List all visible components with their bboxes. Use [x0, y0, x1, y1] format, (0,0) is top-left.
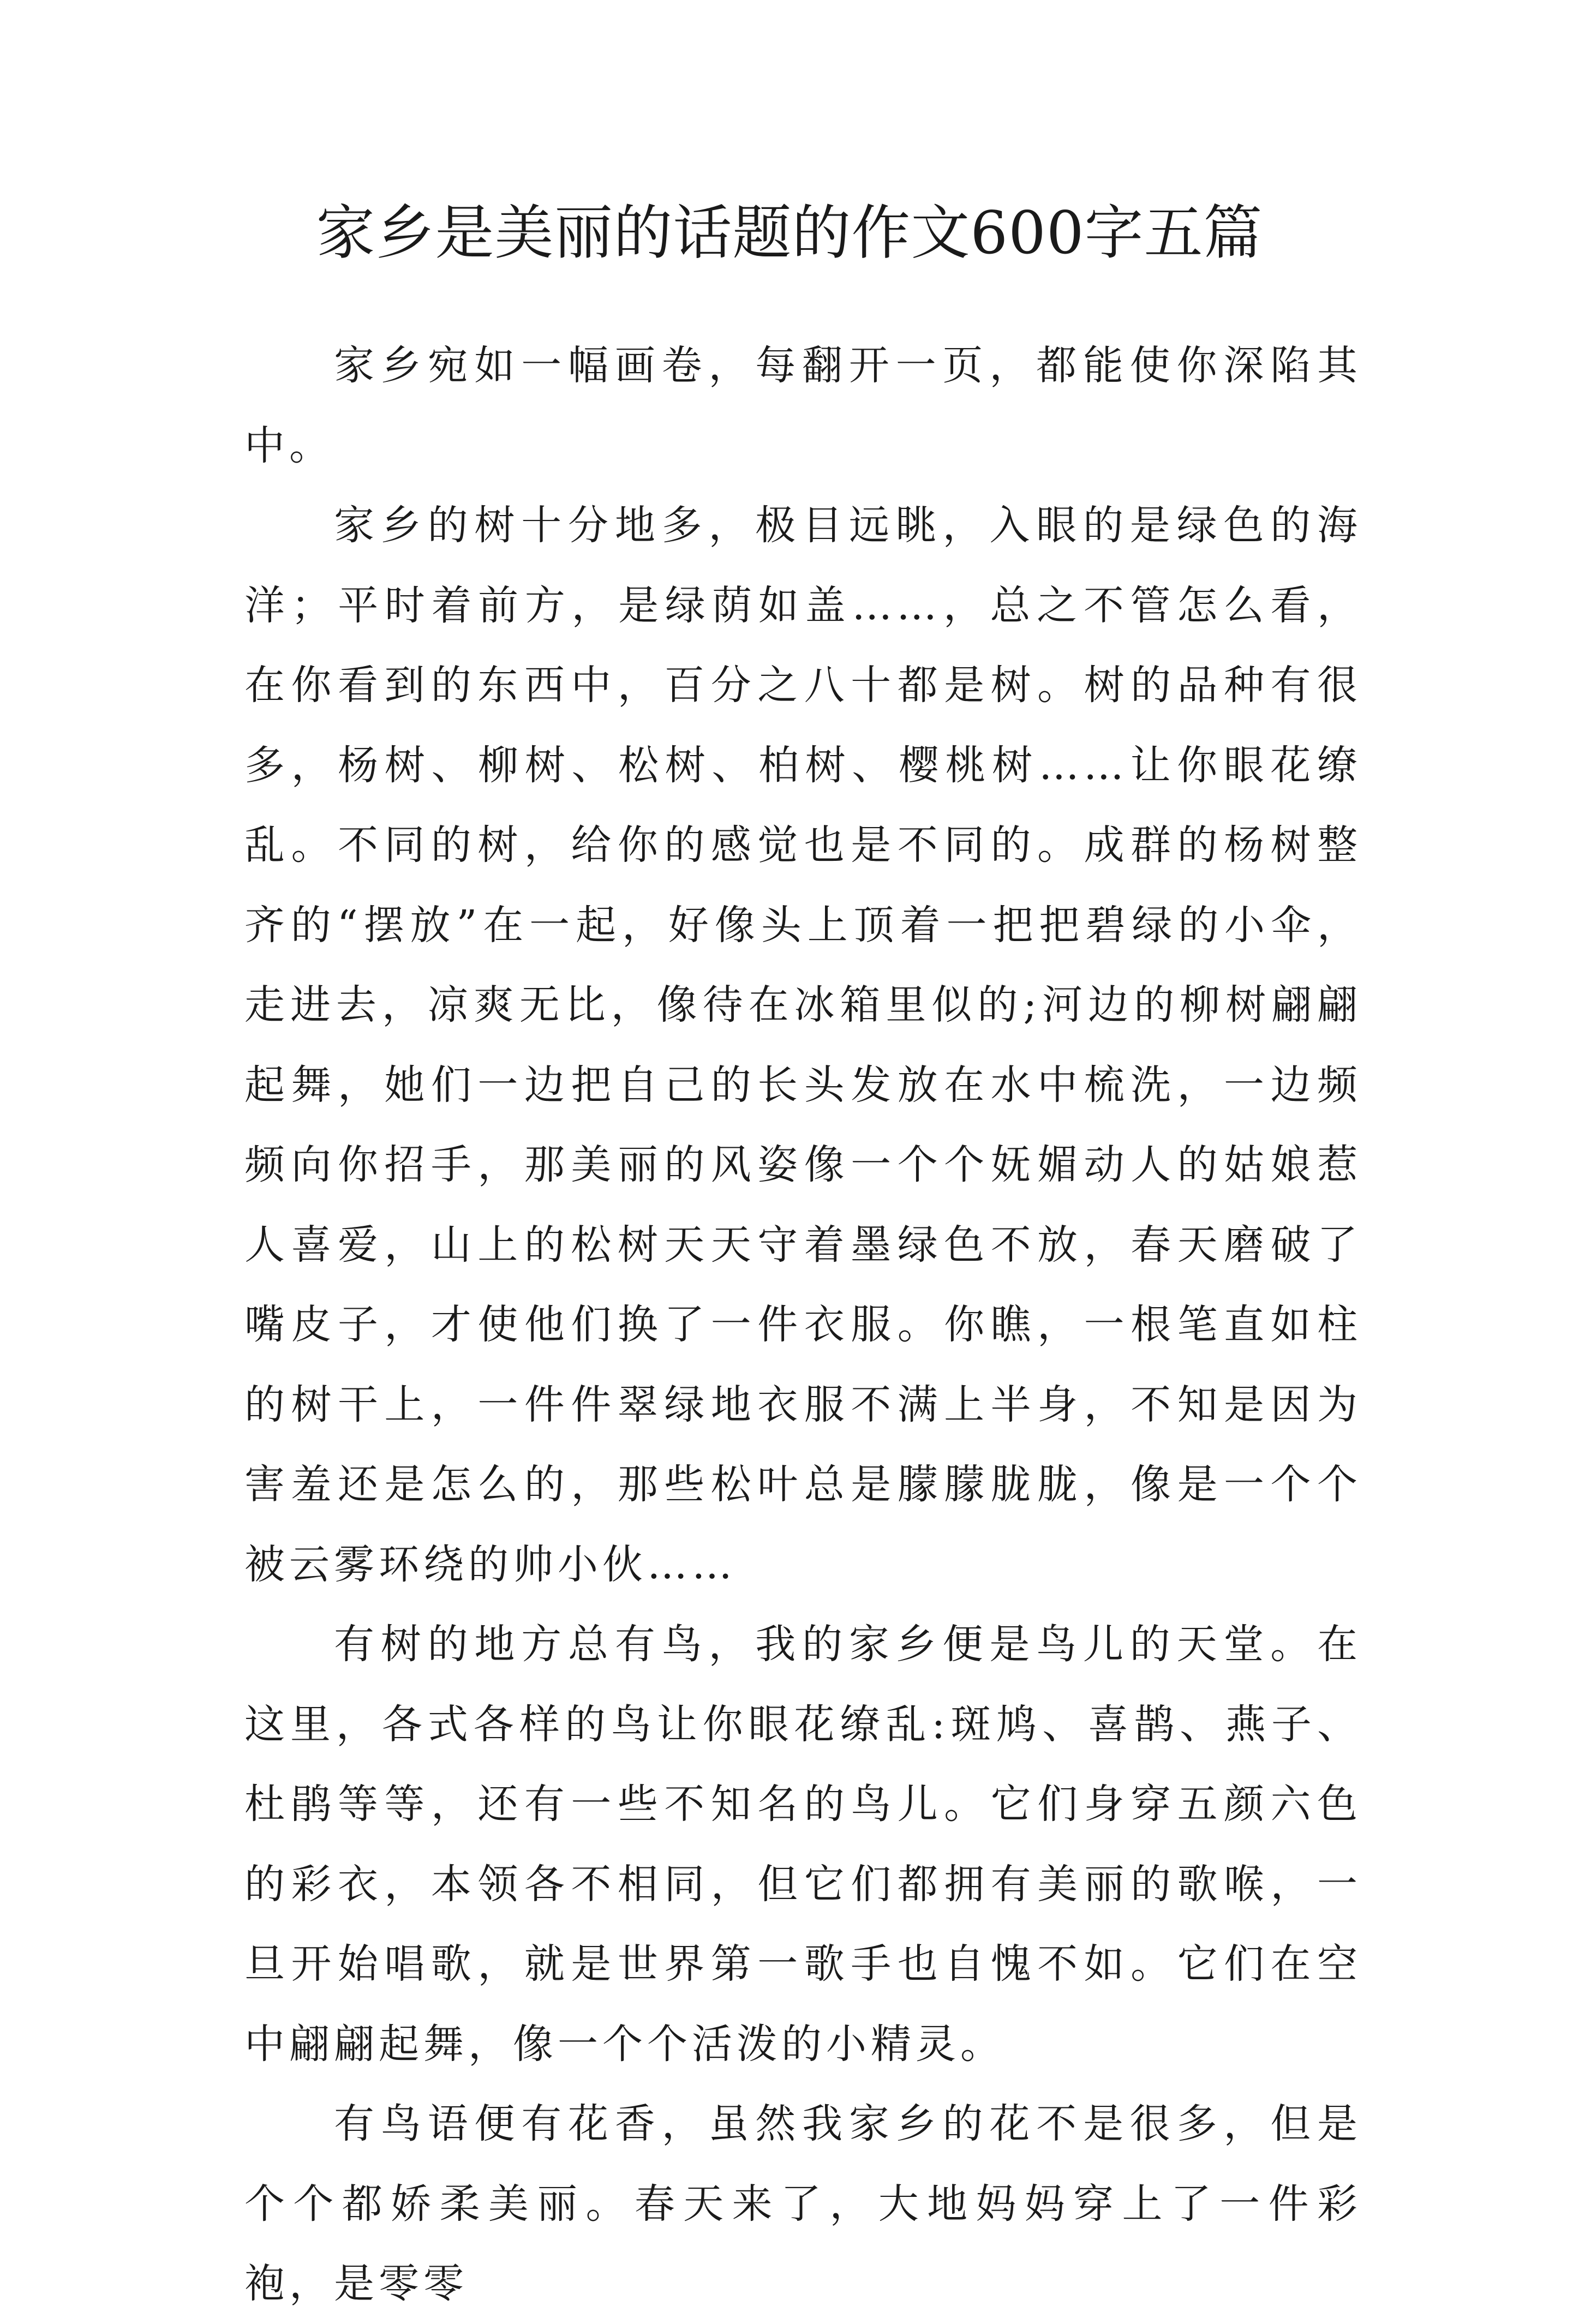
paragraph-trees: 家乡的树十分地多，极目远眺，入眼的是绿色的海洋；平时着前方，是绿荫如盖……，总之不管怎么看，在你看到的东西中，百分之八十都是树。树的品种有很多，杨树、柳树、松树、柏树、樱桃树……让你眼花缭乱。不同的树，给你的感觉也是不同的。成群的杨树整齐的“摆放”在一起，好像头上顶着一把把碧绿的小伞，走进去，凉爽无比，像待在冰箱里似的;河边的柳树翩翩起舞，她们一边把自己的长头发放在水中梳洗，一边频频向你招手，那美丽的风姿像一个个妩媚动人的姑娘惹人喜爱，山上的松树天天守着墨绿色不放，春天磨破了嘴皮子，才使他们换了一件衣服。你瞧，一根笔直如柱的树干上，一件件翠绿地衣服不满上半身，不知是因为害羞还是怎么的，那些松叶总是朦朦胧胧，像是一个个被云雾环绕的帅小伙……: [244, 502, 1362, 1588]
paragraph-intro: 家乡宛如一幅画卷，每翻开一页，都能使你深陷其中。: [244, 342, 1362, 469]
paragraph-birds: 有树的地方总有鸟，我的家乡便是鸟儿的天堂。在这里，各式各样的鸟让你眼花缭乱:斑鸠、喜鹊、燕子、杜鹃等等，还有一些不知名的鸟儿。它们身穿五颜六色的彩衣，本领各不相同，但它们都拥有美丽的歌喉，一旦开始唱歌，就是世界第一歌手也自愧不如。它们在空中翩翩起舞，像一个个活泼的小精灵。: [244, 1621, 1362, 2068]
document-body: [244, 326, 1362, 2324]
page-title: 家乡是美丽的话题的作文600字五篇: [316, 199, 1263, 267]
paragraph-flowers: 有鸟语便有花香，虽然我家乡的花不是很多，但是个个都娇柔美丽。春天来了，大地妈妈穿上了一件彩袍，是零零: [244, 2100, 1362, 2307]
